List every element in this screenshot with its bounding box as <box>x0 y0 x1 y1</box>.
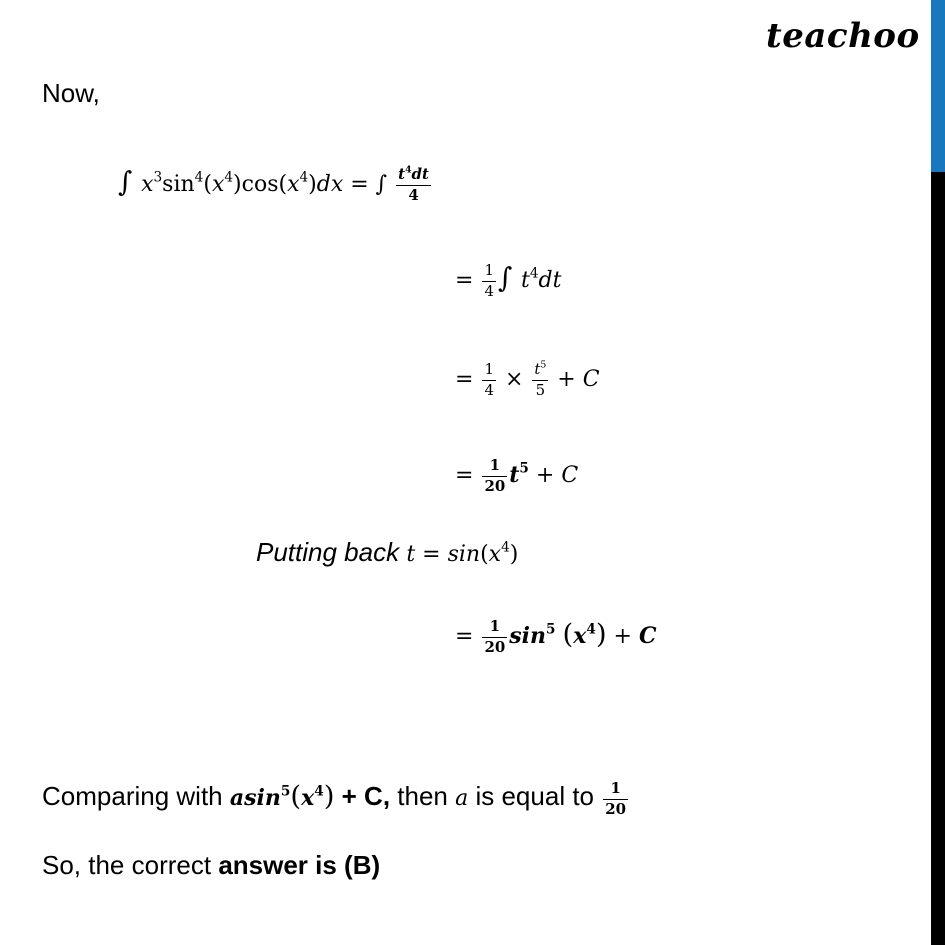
sidebar-accent <box>931 0 945 172</box>
teachoo-logo: teachoo <box>766 16 920 56</box>
denominator: 5 <box>535 380 546 399</box>
exponent: 4 <box>224 169 234 186</box>
sin-fn: sin <box>447 542 481 567</box>
denominator: 4 <box>484 281 494 300</box>
sin-fn: sin <box>162 172 195 197</box>
fraction-t5-over-5 <box>532 359 548 399</box>
exponent: 4 <box>194 169 204 186</box>
equals: = <box>455 624 481 649</box>
paren: ) <box>323 780 335 812</box>
numerator: 1 <box>482 619 507 638</box>
exponent: 4 <box>529 265 539 282</box>
step-3 <box>455 458 578 494</box>
plus: + <box>550 367 583 393</box>
fraction-1-over-4 <box>482 362 496 398</box>
comparing-line <box>42 780 630 817</box>
cos-fn: cos <box>241 172 279 197</box>
paren: ) <box>595 618 607 650</box>
denominator: 20 <box>484 637 506 656</box>
paren: ( <box>562 618 574 650</box>
paren: ( <box>290 780 302 812</box>
var-x: x <box>488 542 502 567</box>
dx: dx <box>316 172 344 197</box>
exponent: 5 <box>546 621 556 638</box>
denominator: 4 <box>484 380 494 399</box>
exponent: 4 <box>314 783 324 800</box>
plus-c: + C, <box>334 781 391 811</box>
var-x: x <box>287 172 300 197</box>
var-a: a <box>455 786 469 811</box>
equals: = <box>455 463 481 489</box>
dt: dt <box>411 164 429 183</box>
step-1 <box>455 262 561 299</box>
exponent: 5 <box>280 783 291 800</box>
numerator: 1 <box>482 362 496 381</box>
equals: = <box>455 268 481 293</box>
var-t: t <box>398 164 406 183</box>
paren: ) <box>233 172 242 197</box>
numerator: 1 <box>482 263 496 282</box>
integral-equation <box>118 166 433 203</box>
paren: ) <box>308 172 317 197</box>
putting-back-line <box>256 537 518 568</box>
exponent: 4 <box>501 539 510 556</box>
answer-line <box>42 850 380 881</box>
exponent: 4 <box>586 621 596 638</box>
putting-back-label: Putting back <box>256 537 407 567</box>
numerator: 1 <box>603 781 628 800</box>
fraction-1-over-20 <box>482 616 507 656</box>
var-t: t <box>509 462 520 489</box>
numerator: 1 <box>482 458 507 477</box>
paren: ( <box>278 172 288 197</box>
integral-sign: ∫ <box>118 166 142 198</box>
final-result <box>455 618 657 655</box>
paren: ) <box>509 542 519 567</box>
exponent: 5 <box>519 460 529 477</box>
dt: dt <box>538 268 562 293</box>
times: × <box>497 367 531 393</box>
fraction-t4dt-over-4 <box>396 164 431 204</box>
var-t: t <box>406 542 416 567</box>
denominator: 20 <box>605 799 627 818</box>
equals: = <box>455 367 481 393</box>
exponent: 4 <box>299 169 309 186</box>
var-x: x <box>141 172 154 197</box>
asin-expr: asin <box>229 785 281 811</box>
integral-sign: ∫ <box>497 262 522 294</box>
constant-c: C <box>582 367 600 393</box>
equals-integral: = ∫ <box>343 172 395 197</box>
sin-fn: sin <box>509 623 546 649</box>
var-t: t <box>534 360 541 378</box>
answer-bold: answer is (B) <box>218 850 381 880</box>
constant-c: C <box>561 463 579 489</box>
var-t: t <box>521 268 530 293</box>
comparing-prefix: Comparing with <box>42 781 230 811</box>
denominator: 20 <box>484 476 506 495</box>
is-equal-text: is equal to <box>468 781 602 811</box>
var-x: x <box>573 623 587 649</box>
var-x: x <box>301 785 315 811</box>
exponent: 5 <box>540 359 547 371</box>
step-2 <box>455 359 600 399</box>
equals: = <box>415 542 448 567</box>
paren: ( <box>203 172 212 197</box>
var-x: x <box>211 172 225 197</box>
plus: + <box>606 624 639 649</box>
denominator: 4 <box>408 185 419 204</box>
answer-prefix: So, the correct <box>42 850 219 880</box>
exponent: 4 <box>405 164 412 176</box>
intro-text: Now, <box>42 78 100 108</box>
fraction-1-over-20 <box>603 778 628 818</box>
paren: ( <box>480 542 489 567</box>
then-text: then <box>390 781 456 811</box>
fraction-1-over-20 <box>482 458 507 494</box>
plus: + <box>528 463 562 489</box>
fraction-1-over-4 <box>482 260 496 300</box>
exponent: 3 <box>153 169 163 186</box>
constant-c: C <box>638 623 657 649</box>
